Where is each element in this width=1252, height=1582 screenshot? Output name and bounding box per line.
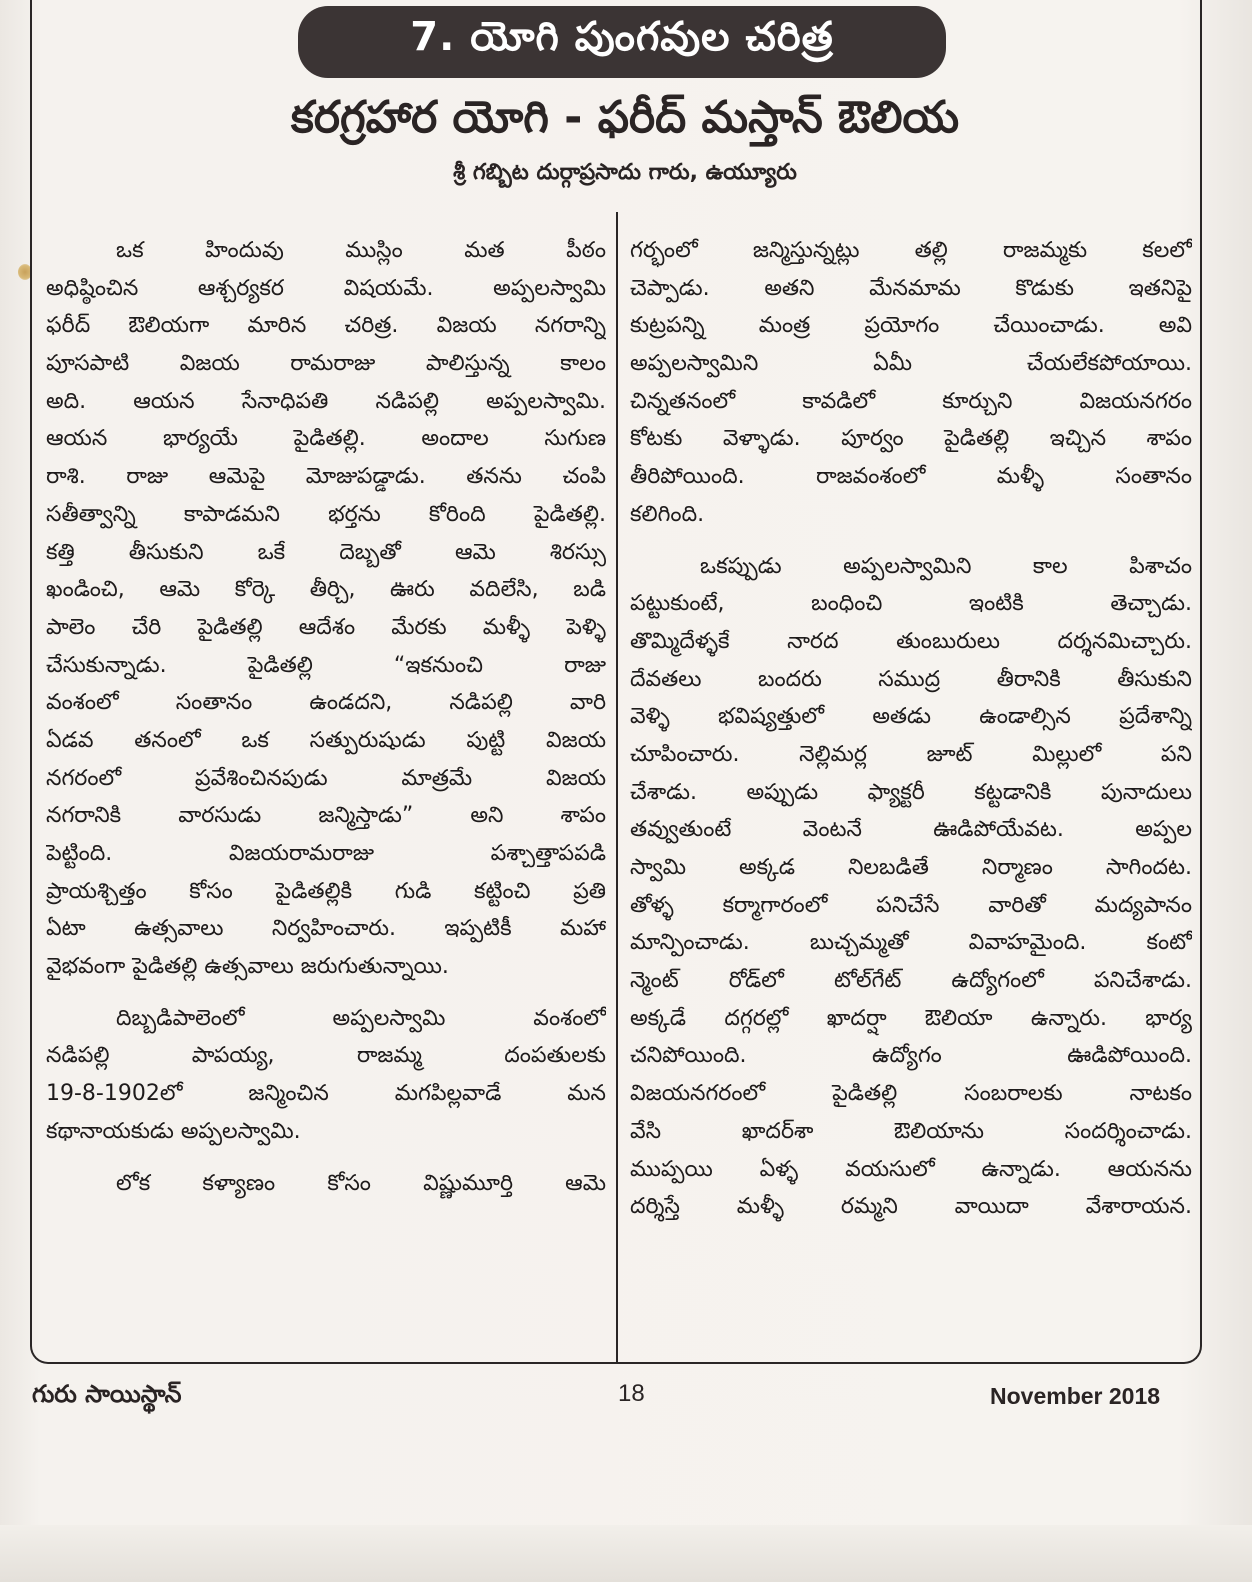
text-line: వెళ్ళి భవిష్యత్తులో అతడు ఉండాల్సిన ప్రదేశాన్ని <box>630 704 1192 730</box>
text-line: సతీత్వాన్ని కాపాడమని భర్తను కోరింది పైడితల్లి. <box>46 501 606 527</box>
paragraph-gap <box>46 1151 606 1165</box>
text-line: నడిపల్లి పాపయ్య, రాజమ్మ దంపతులకు <box>46 1043 606 1069</box>
text-line: దర్శిస్తే మళ్ళీ రమ్మని వాయిదా వేశారాయన. <box>630 1194 1192 1220</box>
text-line: మాన్పించాడు. బుచ్చమ్మతో వివాహమైంది. కంటో <box>630 930 1192 956</box>
text-line: చెప్పాడు. అతని మేనమామ కొడుకు ఇతనిపై <box>630 275 1192 301</box>
text-line: ఆయన భార్యయే పైడితల్లి. అందాల సుగుణ <box>46 426 606 452</box>
text-line: న్మెంట్ రోడ్‌లో టోల్‌గేట్ ఉద్యోగంలో పనిచేశాడు. <box>630 968 1192 994</box>
paragraph-gap <box>46 986 606 1000</box>
text-line: నగరంలో ప్రవేశించినపుడు మాత్రమే విజయ <box>46 765 606 791</box>
text-line: కలిగింది. <box>630 501 705 527</box>
text-line: గర్భంలో జన్మిస్తున్నట్లు తల్లి రాజమ్మకు కలలో <box>630 238 1192 263</box>
text-line: తీరిపోయింది. రాజవంశంలో మళ్ళీ సంతానం <box>630 464 1192 490</box>
right-column <box>630 232 1192 1226</box>
text-line: ఫరీద్ ఔలియగా మారిన చరిత్ర. విజయ నగరాన్ని <box>46 313 606 339</box>
text-line: చనిపోయింది. ఉద్యోగం ఊడిపోయింది. <box>630 1043 1192 1069</box>
text-line: అధిష్ఠించిన ఆశ్చర్యకర విషయమే. అప్పలస్వామి <box>46 275 606 301</box>
text-line: ఒకప్పుడు అప్పలస్వామిని కాల పిశాచం <box>700 553 1192 579</box>
text-line: పెట్టింది. విజయరామరాజు పశ్చాత్తాపపడి <box>46 841 606 866</box>
text-line: పూసపాటి విజయ రామరాజు పాలిస్తున్న కాలం <box>46 351 606 377</box>
text-line: చేశాడు. అప్పుడు ఫ్యాక్టరీ కట్టడానికి పునాదులు <box>630 779 1192 805</box>
text-line: తోళ్ళ కర్మాగారంలో పనిచేసే వారితో మద్యపానం <box>630 892 1192 918</box>
series-title-banner <box>298 6 946 78</box>
text-line: దేవతలు బందరు సముద్ర తీరానికి తీసుకుని <box>630 666 1192 692</box>
text-line: పట్టుకుంటే, బంధించి ఇంటికి తెచ్చాడు. <box>630 591 1192 617</box>
text-line: చూపించారు. నెల్లిమర్ల జూట్ మిల్లులో పని <box>630 741 1192 767</box>
text-line: రాశి. రాజు ఆమెపై మోజుపడ్డాడు. తనను చంపి <box>46 464 606 490</box>
text-line: కోటకు వెళ్ళాడు. పూర్వం పైడితల్లి ఇచ్చిన శాపం <box>630 426 1192 452</box>
magazine-name: గురు సాయిస్థాన్ <box>32 1380 182 1408</box>
left-column <box>46 232 606 1202</box>
text-line: ఏటా ఉత్సవాలు నిర్వహించారు. ఇప్పటికీ మహా <box>46 916 606 942</box>
text-line: ఖండించి, ఆమె కోర్కె తీర్చి, ఊరు వదిలేసి, బడి <box>46 577 606 603</box>
series-title: 7. యోగి పుంగవుల చరిత్ర <box>410 14 834 60</box>
column-divider <box>616 212 618 1364</box>
text-line: వంశంలో సంతానం ఉండదని, నడిపల్లి వారి <box>46 690 606 716</box>
article-headline: కరగ్రహార యోగి - ఫరీద్ మస్తాన్ ఔలియ <box>290 92 960 143</box>
text-line: అక్కడే దగ్గరల్లో ఖాదర్షా ఔలియా ఉన్నారు. భార్య <box>630 1005 1192 1031</box>
text-line: అది. ఆయన సేనాధిపతి నడిపల్లి అప్పలస్వామి. <box>46 388 606 414</box>
text-line: చిన్నతనంలో కావడిలో కూర్చుని విజయనగరం <box>630 388 1192 414</box>
scan-bottom-edge <box>0 1525 1252 1582</box>
text-line: ఏడవ తనంలో ఒక సత్పురుషుడు పుట్టి విజయ <box>46 727 606 753</box>
text-line: తొమ్మిదేళ్ళకే నారద తుంబురులు దర్శనమిచ్చారు. <box>630 628 1192 654</box>
paragraph-gap <box>630 534 1192 548</box>
text-line: చేసుకున్నాడు. పైడితల్లి “ఇకనుంచి రాజు <box>46 652 606 678</box>
text-line: ఒక హిందువు ముస్లిం మత పీఠం <box>116 238 606 263</box>
text-line: దిబ్బడిపాలెంలో అప్పలస్వామి వంశంలో <box>116 1005 606 1031</box>
issue-date: November 2018 <box>990 1383 1161 1409</box>
text-line: కత్తి తీసుకుని ఒకే దెబ్బతో ఆమె శిరస్సు <box>46 539 606 565</box>
text-line: పాలెం చేరి పైడితల్లి ఆదేశం మేరకు మళ్ళీ పెళ్ళి <box>46 614 606 640</box>
text-line: ముప్పయి ఏళ్ళ వయసులో ఉన్నాడు. ఆయనను <box>630 1156 1192 1182</box>
text-line: వైభవంగా పైడితల్లి ఉత్సవాలు జరుగుతున్నాయి. <box>46 954 449 980</box>
text-line: కుట్రపన్ని మంత్ర ప్రయోగం చేయించాడు. అవి <box>630 313 1192 339</box>
text-line: వేసి ఖాదర్‌శా ఔలియాను సందర్శించాడు. <box>630 1118 1192 1144</box>
text-line: ప్రాయశ్చిత్తం కోసం పైడితల్లికి గుడి కట్టించి ప్రతి <box>46 878 606 904</box>
page-number: 18 <box>618 1380 645 1407</box>
text-line: తవ్వుతుంటే వెంటనే ఊడిపోయేవట. అప్పల <box>630 817 1192 843</box>
text-line: అప్పలస్వామిని ఏమీ చేయలేకపోయాయి. <box>630 351 1192 377</box>
text-line: లోక కళ్యాణం కోసం విష్ణుమూర్తి ఆమె <box>116 1170 606 1196</box>
text-line: కథానాయకుడు అప్పలస్వామి. <box>46 1118 301 1144</box>
author-byline: శ్రీ గబ్బిట దుర్గాప్రసాదు గారు, ఉయ్యూరు <box>453 160 797 185</box>
text-line: నగరానికి వారసుడు జన్మిస్తాడు” అని శాపం <box>46 803 606 829</box>
text-line: 19-8-1902లో జన్మించిన మగపిల్లవాడే మన <box>46 1081 606 1107</box>
text-line: స్వామి అక్కడ నిలబడితే నిర్మాణం సాగిందట. <box>630 855 1192 880</box>
text-line: విజయనగరంలో పైడితల్లి సంబరాలకు నాటకం <box>630 1081 1192 1107</box>
